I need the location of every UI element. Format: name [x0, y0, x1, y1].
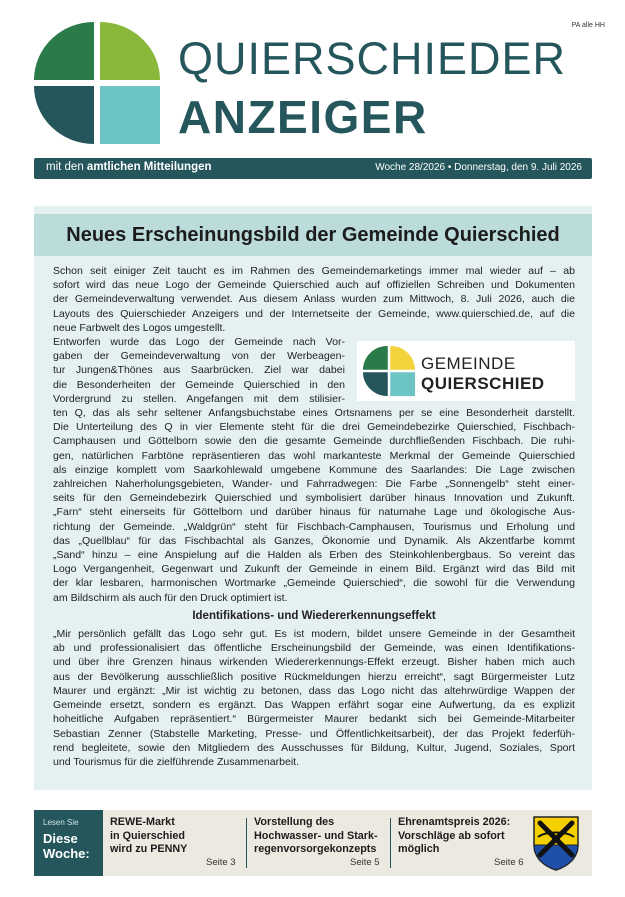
text-line: Maurer und ergänzt: „Mir ist wichtig zu betonen, dass das Logo nicht das altehrwürdige Wappen der: [53, 684, 575, 697]
teaser-title-line: Ehrenamtspreis 2026:: [398, 816, 511, 828]
teaser-divider: [390, 818, 391, 868]
text-line: Schon seit einiger Zeit taucht es im Rahmen des Gemeindemarketings immer mal wieder auf – ab: [53, 265, 575, 277]
text-line: „Mir persönlich gefällt das Logo sehr gut. Es ist modern, bildet unsere Gemeinde in der Gesamtheit: [53, 628, 575, 641]
teaser-item-ehrenamt[interactable]: [398, 816, 510, 857]
teaser-title-line: Hochwasser- und Stark-: [254, 829, 378, 842]
headline-band: [34, 214, 592, 256]
text-line: ab und professionalisiert das öffentliche Erscheinungsbild der Gemeinde, was einen Identifikations-: [53, 642, 575, 655]
issue-bar: [34, 158, 592, 179]
subtitle: [46, 161, 212, 173]
text-line: am Bildschirm als auch für den Druck optimiert ist.: [53, 591, 288, 604]
text-line: die Besonderheiten der Gemeinde Quierschied in den: [53, 378, 345, 391]
text-line: Vordergrund zu stellen. Angefangen mit dem stilisier-: [53, 392, 345, 405]
teaser-page-ref: Seite 6: [494, 857, 524, 868]
teaser-title-line: möglich: [398, 843, 440, 855]
text-line: „Sand“ hinzu – eine Anspielung auf die Halden als Erben des Steinkohlenbergbaus. So vereint das: [53, 549, 575, 562]
text-line: Logo Vergangenheit, Gegenwart und Zukunft der Gemeinde in einem Bild. Ergänzt wird das Bild mit: [53, 563, 575, 576]
subtitle-bold: amtlichen Mitteilungen: [86, 161, 212, 173]
teaser-item-rewe[interactable]: [110, 816, 187, 857]
woche-label: Woche:: [43, 846, 90, 861]
teaser-title-line: Vorstellung des: [254, 816, 335, 828]
text-line: Sebastian Zenner (Stabstelle Marketing, Presse- und Öffentlichkeitsarbeit), der das Projekt federfüh-: [53, 727, 575, 740]
text-line: rend begleitete, sowie den Mitgliedern des Ausschusses für Bildung, Kultur, Jugend, Soziales, Sport: [53, 741, 575, 754]
text-line: Camphausen und Göttelborn sowie den die gesamte Gemeinde durchfließenden Fischbach. Die ruhi-: [53, 435, 575, 448]
teaser-title-line: REWE-Markt: [110, 816, 175, 828]
text-line: sofort wird das neue Logo der Gemeinde Quierschied auch auf offiziellen Schreiben und Dokumenten: [53, 279, 575, 292]
text-line: gen, natürlichen Farbtöne repräsentieren das wohl markanteste Merkmal der Gemeinde Quierschied: [53, 449, 575, 462]
teaser-label-box: [34, 810, 103, 876]
text-line: der Gemeindeverwaltung verwendet. Aus diesem Anlass wurden zum Mittwoch, 8. Juli 2026, auch die: [53, 293, 575, 306]
quierschied-q-logo: [34, 22, 160, 144]
text-line: tur Jungen&Thönes aus Saarbrücken. Ziel war dabei: [53, 364, 345, 377]
text-line: als einzige komplett vom Saarkohlewald umgebene Kommune des Saarlandes: Die Lage zwischen: [53, 463, 575, 476]
text-line: Layouts des Quierschieder Anzeigers und der Internetseite der Gemeinde, www.quierschied.de, auf die: [53, 307, 575, 320]
diese-woche-label: [43, 831, 90, 861]
masthead-title-line2: ANZEIGER: [178, 91, 428, 143]
text-line: Entworfen wurde das Logo der Gemeinde nach Vor-: [53, 336, 345, 349]
paragraph-1: [53, 264, 575, 335]
text-line: aus der Bevölkerung ausschließlich positive Rückmeldungen hierzu erreicht“, sagt Bürgermeister Lutz: [53, 670, 575, 683]
text-line: und Tourismus für die zielführende Zusammenarbeit.: [53, 755, 300, 768]
paragraph-2-narrow: [53, 335, 575, 406]
text-line: „Farn“ steht einerseits für Göttelborn und darüber hinaus für naturnahe Lage und ökologische Aus-: [53, 506, 575, 519]
text-line: richtung der Gemeinde. „Waldgrün“ steht für Fischbach-Camphausen, Tourismus und Erholung und: [53, 520, 575, 533]
text-line: und über ihre Grenzen hinaus wirkenden Wiedererkennungs-Effekt erzeugt. Bisher haben mich auch: [53, 656, 575, 669]
diese-label: Diese: [43, 831, 78, 846]
text-line: seits für den Gemeindebezirk Quierschied und symbolisiert darüber hinaus Innovation und Zukunft.: [53, 492, 575, 505]
teaser-divider: [246, 818, 247, 868]
text-line: der klar lesbaren, harmonischen Wortmarke „Gemeinde Quierschied“, die sowohl für die Verwendung: [53, 577, 575, 590]
text-line: zahlreichen Naherholungsgebieten, Wander- und Fahrradwegen: Die Farbe „Sonnengelb“ steht einer-: [53, 478, 575, 491]
issue-date: Woche 28/2026 • Donnerstag, den 9. Juli 2026: [375, 162, 582, 173]
article-headline: Neues Erscheinungsbild der Gemeinde Quierschied: [66, 224, 560, 246]
text-line: ten Q, das als sehr seltener Anfangsbuchstabe eines Ortsnamens per se eine Besonderheit darstellt.: [53, 407, 575, 420]
text-line: das „Quellblau“ für das Fischbachtal als Ganzes, Ökonomie und Dynamik. Als Akzentfarbe kommt: [53, 534, 575, 547]
lesen-sie-label: Lesen Sie: [43, 818, 79, 827]
teaser-title-line: in Quierschied: [110, 829, 185, 842]
coat-of-arms-icon: [532, 815, 580, 871]
teaser-item-hochwasser[interactable]: [254, 816, 378, 857]
text-line: hoheitliche Aufgaben repräsentiert.“ Bürgermeister Maurer bedankt sich bei Gemeinde-Mitarbeiter: [53, 713, 575, 726]
teaser-page-ref: Seite 5: [350, 857, 380, 868]
teaser-page-ref: Seite 3: [206, 857, 236, 868]
gemeinde-logo-line1: GEMEINDE: [421, 354, 516, 373]
gemeinde-logo-line2: QUIERSCHIED: [421, 374, 545, 393]
teaser-title-line: regenvorsorgekonzepts: [254, 843, 377, 855]
article-body: [53, 264, 575, 769]
text-line: gaben der Gemeindeverwaltung von der Werbeagen-: [53, 350, 345, 363]
paragraph-3: [53, 627, 575, 769]
postal-note: PA alle HH: [571, 22, 605, 29]
teaser-title-line: Vorschläge ab sofort: [398, 829, 505, 842]
text-line: Die Unterteilung des Q in vier Elemente steht für die drei Gemeindebezirke Quierschied, Fischbach-: [53, 421, 575, 434]
subtitle-prefix: mit den: [46, 161, 87, 173]
masthead-title-line1: QUIERSCHIEDER: [178, 33, 567, 84]
text-line: neue Farbwelt des Logos umgestellt.: [53, 321, 226, 334]
paragraph-2: [53, 406, 575, 605]
teaser-title-line: wird zu PENNY: [110, 843, 188, 855]
text-line: Gemeinde ersetzt, sondern es ergänzt. Das Wappen erfährt sogar eine Aufwertung, da es explizit: [53, 699, 575, 712]
article-subheading: Identifikations- und Wiedererkennungseffekt: [192, 609, 436, 622]
